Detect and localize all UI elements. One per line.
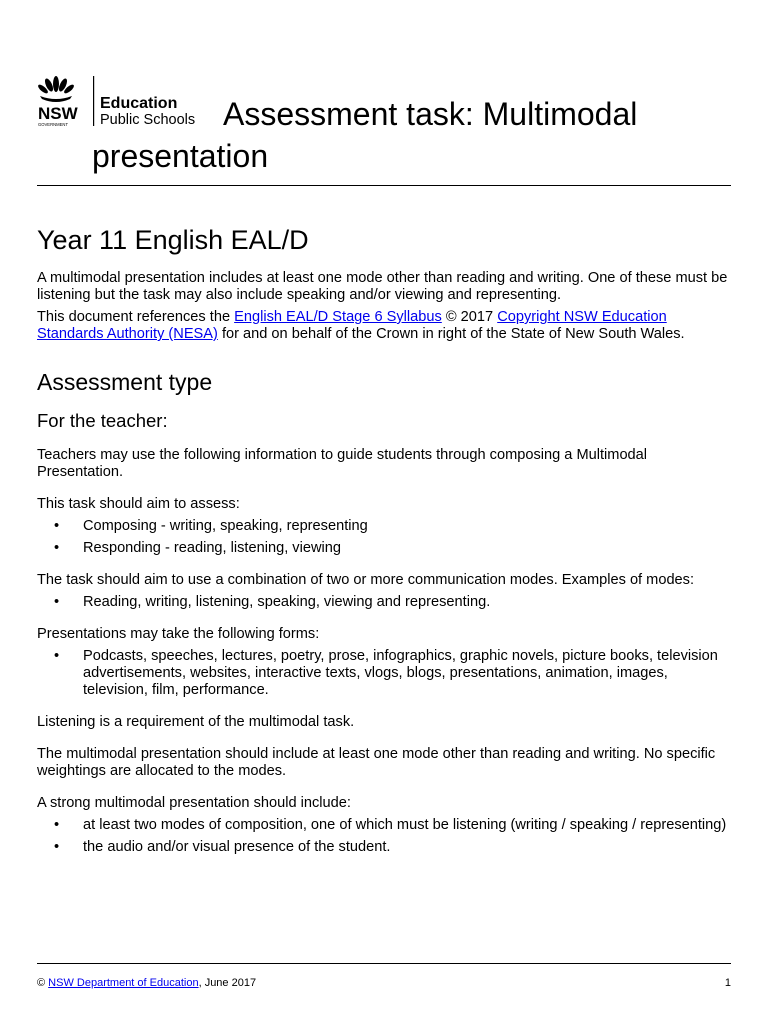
footer-date: , June 2017 [198,977,257,989]
bullet-icon: • [54,839,60,855]
document-title-line2: presentation [92,138,269,174]
reference-text-prefix: This document references the [37,309,235,325]
list-item-text: Podcasts, speeches, lectures, poetry, prose, infographics, graphic novels, picture books, television advertisements, websites, interactive texts, vlogs, blogs, presentations, animation, images, television, film, performance. [83,648,718,698]
footer-copyright [37,977,256,990]
assessment-type-heading: Assessment type [37,369,213,395]
page-number: 1 [724,977,731,989]
modes-intro-paragraph: The task should aim to use a combination of two or more communication modes. Examples of modes: [37,572,695,588]
list-item [37,594,731,611]
nsw-department-link[interactable]: NSW Department of Education [48,977,199,989]
bullet-icon: • [54,518,60,534]
reference-text-suffix: for and on behalf of the Crown in right of the State of New South Wales. [217,326,685,342]
forms-intro-paragraph: Presentations may take the following forms: [37,626,320,642]
modes-list [37,594,731,611]
list-item [37,839,731,856]
svg-text:NSW: NSW [38,104,78,123]
modes-weighting-paragraph: The multimodal presentation should include at least one mode other than reading and writing. No specific weightings are allocated to the modes. [37,746,716,779]
strong-presentation-list [37,817,731,856]
forms-list [37,648,731,699]
copyright-symbol: © [37,977,46,989]
svg-text:Education: Education [100,95,178,112]
list-item-text: at least two modes of composition, one of which must be listening (writing / speaking / representing) [83,817,727,833]
list-item [37,648,731,699]
syllabus-link[interactable]: English EAL/D Stage 6 Syllabus [234,309,442,325]
list-item-text: the audio and/or visual presence of the student. [83,839,391,855]
document-page [37,0,731,1024]
bullet-icon: • [54,648,60,664]
bullet-icon: • [54,817,60,833]
copyright-nesa-link[interactable]: Copyright NSW Education Standards Authority (NESA) [37,309,667,342]
title-divider [37,185,731,186]
list-item [37,540,731,557]
list-item [37,817,731,834]
assess-intro-paragraph: This task should aim to assess: [37,496,240,512]
document-body [37,270,731,861]
footer-divider [37,963,731,964]
strong-presentation-intro: A strong multimodal presentation should include: [37,795,351,811]
for-teacher-heading: For the teacher: [37,410,168,431]
document-title-line1: Assessment task: Multimodal [223,96,638,132]
reference-text-middle: © 2017 [441,309,498,325]
list-item-text: Reading, writing, listening, speaking, viewing and representing. [83,594,491,610]
main-heading: Year 11 English EAL/D [37,225,309,255]
bullet-icon: • [54,594,60,610]
bullet-icon: • [54,540,60,556]
list-item-text: Responding - reading, listening, viewing [83,540,341,556]
svg-text:Public Schools: Public Schools [100,112,196,128]
teacher-guidance-paragraph: Teachers may use the following information to guide students through composing a Multimodal Presentation. [37,447,648,480]
syllabus-reference-paragraph [37,309,731,343]
document-title [92,93,732,177]
list-item-text: Composing - writing, speaking, representing [83,518,368,534]
assess-list [37,518,731,557]
intro-paragraph: A multimodal presentation includes at least one mode other than reading and writing. One of these must be listening but the task may also include speaking and/or viewing and representing. [37,270,728,303]
list-item [37,518,731,535]
svg-text:GOVERNMENT: GOVERNMENT [38,122,69,127]
listening-requirement-paragraph: Listening is a requirement of the multimodal task. [37,714,355,730]
